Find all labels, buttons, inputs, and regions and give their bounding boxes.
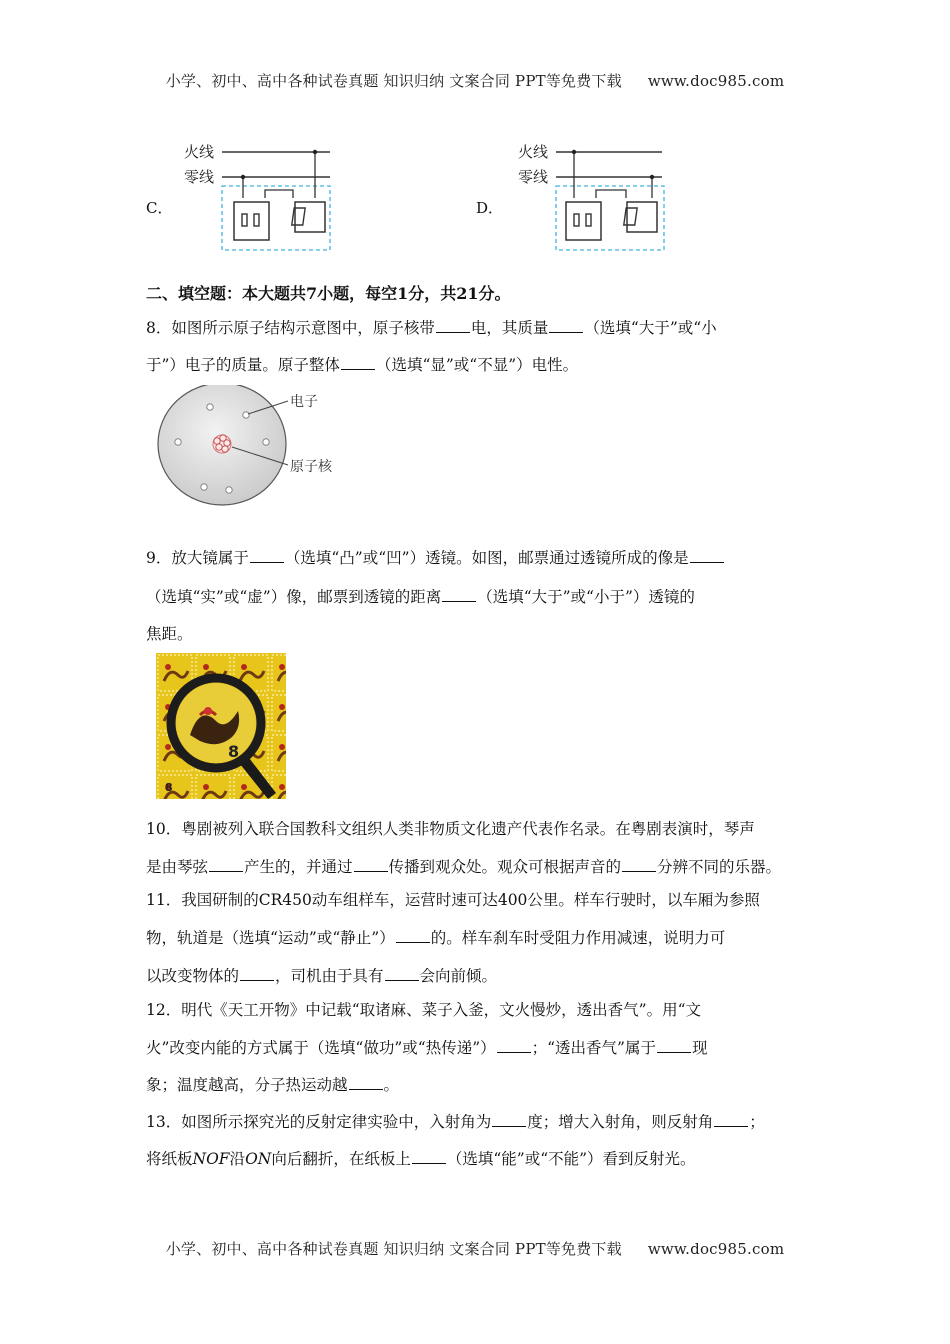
page-header <box>0 70 950 91</box>
q9-line-2: （选填“实”或“虚”）像，邮票到透镜的距离 （选填“大于”或“小于”）透镜的 <box>146 588 695 606</box>
answer-blank <box>240 966 274 981</box>
q12-line-3: 象；温度越高，分子热运动越 。 <box>146 1076 400 1094</box>
q9-line-1: 9．放大镜属于 （选填“凸”或“凹”）透镜。如图，邮票通过透镜所成的像是 <box>146 548 725 568</box>
option-c-socket-icon <box>234 202 269 240</box>
option-c-switch-icon <box>295 202 325 232</box>
q13-line-1: 13．如图所示探究光的反射定律实验中，入射角为 度；增大入射角，则反射角 ； <box>146 1113 765 1131</box>
atom-diagram <box>156 385 366 515</box>
q9-line-3: 焦距。 <box>146 625 193 643</box>
q11-line-2: 物，轨道是（选填“运动”或“静止”） 的。样车刹车时受阻力作用减速，说明力可 <box>146 929 726 947</box>
header-site: www.doc985.com <box>647 72 785 90</box>
header-text: 小学、初中、高中各种试卷真题 知识归纳 文案合同 PPT等免费下载 <box>165 72 622 90</box>
option-d-live-label: 火线 <box>518 143 549 161</box>
answer-blank <box>492 1112 526 1127</box>
answer-blank <box>497 1038 531 1053</box>
svg-text:8: 8 <box>228 742 240 761</box>
footer-text: 小学、初中、高中各种试卷真题 知识归纳 文案合同 PPT等免费下载 <box>165 1240 622 1258</box>
q11-line-3: 以改变物体的 ，司机由于具有 会向前倾。 <box>146 967 498 985</box>
option-c-label: C． <box>146 199 173 217</box>
answer-blank <box>385 966 419 981</box>
answer-blank <box>442 587 476 602</box>
q13-line-2: 将纸板NOF沿ON向后翻折，在纸板上 （选填“能”或“不能”）看到反射光。 <box>146 1150 696 1168</box>
answer-blank <box>209 857 243 872</box>
magnifier-stamp-photo <box>156 653 286 799</box>
option-c-live-label: 火线 <box>184 143 215 161</box>
option-c-circuit <box>180 138 340 256</box>
answer-blank <box>714 1112 748 1127</box>
q12-line-2: 火”改变内能的方式属于（选填“做功”或“热传递”） ；“透出香气”属于 现 <box>146 1039 708 1057</box>
answer-blank <box>622 857 656 872</box>
footer-site: www.doc985.com <box>647 1240 785 1258</box>
q12-line-1: 12．明代《天工开物》中记载“取诸麻、菜子入釜，文火慢炒，透出香气”。用“文 <box>146 1001 701 1019</box>
q8-line-1: 8．如图所示原子结构示意图中，原子核带 电，其质量 （选填“大于”或“小 <box>146 319 717 337</box>
answer-blank <box>396 928 430 943</box>
option-c-neutral-label: 零线 <box>184 168 215 186</box>
answer-blank <box>250 548 284 563</box>
page-footer <box>0 1238 950 1259</box>
answer-blank <box>349 1075 383 1090</box>
answer-blank <box>690 548 724 563</box>
option-d-socket-icon <box>566 202 601 240</box>
answer-blank <box>549 318 583 333</box>
option-d-label: D． <box>476 199 504 217</box>
option-d-circuit <box>514 138 674 256</box>
electron-label: 电子 <box>290 394 318 410</box>
answer-blank <box>657 1038 691 1053</box>
q11-line-1: 11．我国研制的CR450动车组样车，运营时速可达400公里。样车行驶时，以车厢为参照 <box>146 891 760 909</box>
nucleus-label: 原子核 <box>290 459 332 475</box>
answer-blank <box>412 1149 446 1164</box>
nucleus-icon <box>213 435 231 453</box>
answer-blank <box>354 857 388 872</box>
answer-blank <box>436 318 470 333</box>
svg-text:8: 8 <box>165 781 173 794</box>
section-title: 二、填空题：本大题共7小题，每空1分，共21分。 <box>146 284 511 303</box>
option-d-switch-icon <box>627 202 657 232</box>
q10-line-2: 是由琴弦 产生的，并通过 传播到观众处。观众可根据声音的 分辨不同的乐器。 <box>146 858 782 876</box>
q10-line-1: 10．粤剧被列入联合国教科文组织人类非物质文化遗产代表作名录。在粤剧表演时，琴声 <box>146 820 755 838</box>
option-d-neutral-label: 零线 <box>518 168 549 186</box>
answer-blank <box>341 355 375 370</box>
q8-line-2: 于”）电子的质量。原子整体 （选填“显”或“不显”）电性。 <box>146 356 579 374</box>
